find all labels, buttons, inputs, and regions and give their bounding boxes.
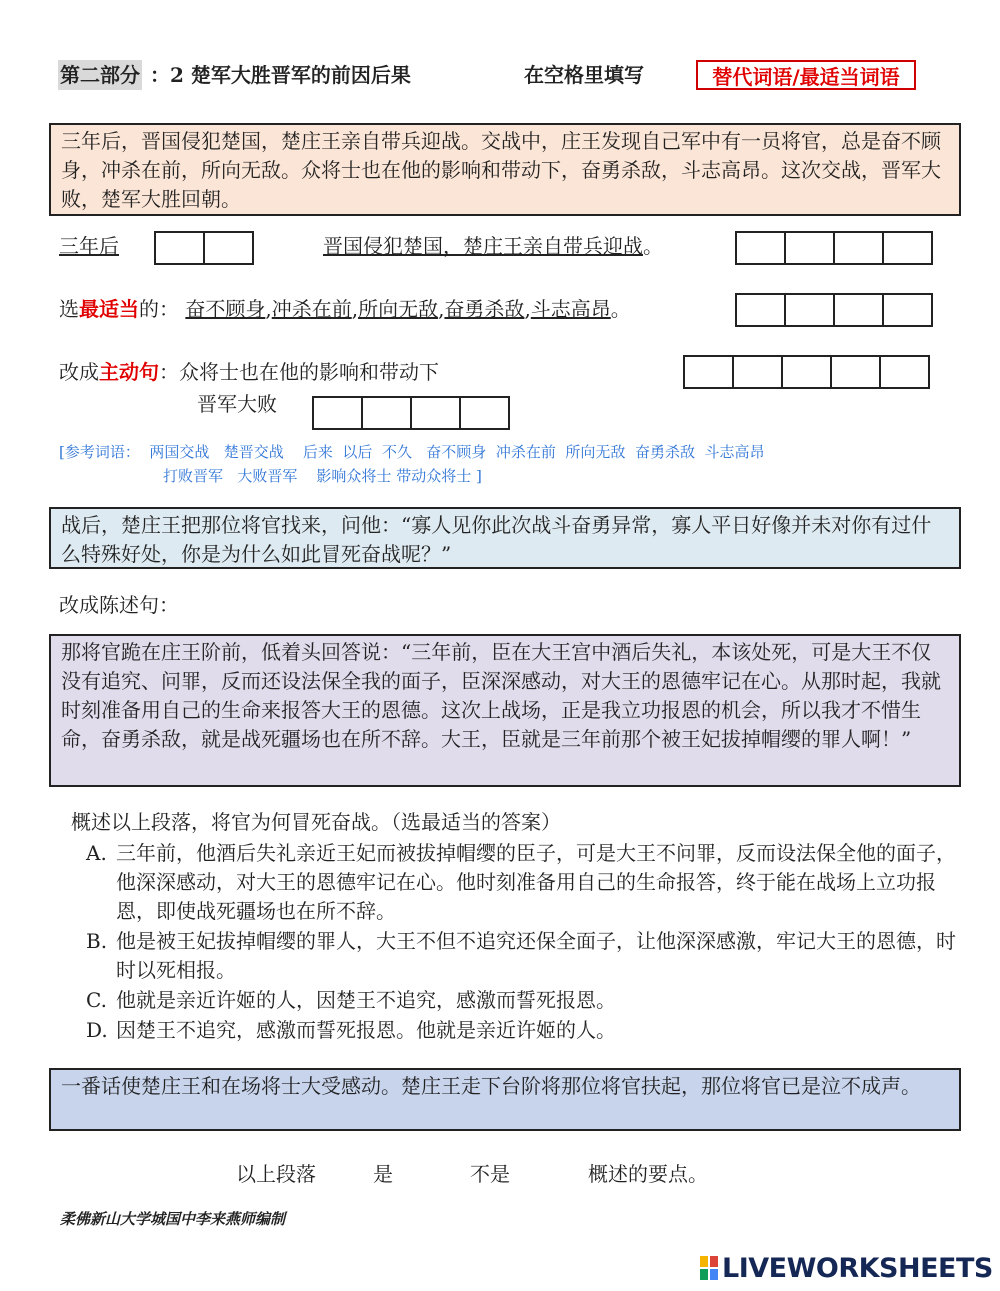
- section-title: ：2 楚军大胜晋军的前因后果: [150, 63, 411, 87]
- q1-blank-b[interactable]: [735, 231, 933, 265]
- q2-choice-2: 冲杀在前: [271, 297, 352, 321]
- q2-choice-4: 奋勇杀敌: [444, 297, 525, 321]
- q6-choice-yes[interactable]: 是: [373, 1162, 393, 1186]
- q1-blank-a[interactable]: [154, 231, 254, 265]
- q2-choice-5: 斗志高昂: [530, 297, 611, 321]
- q1-phrase-b-text: 晋国侵犯楚国，楚庄王亲自带兵迎战: [323, 234, 643, 258]
- q1-phrase-b: 晋国侵犯楚国，楚庄王亲自带兵迎战。: [323, 234, 663, 258]
- reference-words-row1: [参考词语： 两国交战 楚晋交战 后来 以后 不久 奋不顾身 冲杀在前 所向无敌 奋勇杀敌 斗志高昂: [59, 443, 765, 461]
- section-label: 第二部分: [58, 60, 142, 90]
- q3-highlight: 主动句: [99, 360, 159, 384]
- brand-logo: [700, 1253, 993, 1284]
- q6-lead: 以上段落: [236, 1162, 316, 1186]
- q5-option-a[interactable]: A. 三年前，他酒后失礼亲近王妃而被拔掉帽缨的臣子，可是大王不问罪，反而设法保全他的面子，他深深感动，对大王的恩德牢记在心。他时刻准备用自己的生命报答，终于能在战场上立功报恩，即使战死疆场也在所不辞。: [86, 841, 956, 923]
- q3-blank-2[interactable]: [312, 396, 510, 430]
- q5-question: 概述以上段落，将官为何冒死奋战。（选最适当的答案）: [71, 810, 561, 834]
- author-credit: 柔佛新山大学城国中李来燕师编制: [60, 1210, 286, 1228]
- passage-2: 战后，楚庄王把那位将官找来，问他：“寡人见你此次战斗奋勇异常，寡人平日好像并未对你有过什么特殊好处，你是为什么如此冒死奋战呢？”: [49, 507, 961, 569]
- q1-phrase-a-text: 三年后: [59, 234, 119, 258]
- q6-tail: 概述的要点。: [588, 1162, 708, 1186]
- q2-prompt: 选最适当的： 奋不顾身,冲杀在前,所向无敌,奋勇杀敌,斗志高昂。: [59, 297, 631, 321]
- reference-words-row2: 打败晋军 大败晋军 影响众将士 带动众将士 ]: [163, 467, 482, 485]
- q5-option-d[interactable]: D. 因楚王不追究，感激而誓死报恩。他就是亲近许姬的人。: [86, 1018, 616, 1042]
- q2-blank[interactable]: [735, 293, 933, 327]
- q5-option-b[interactable]: B. 他是被王妃拔掉帽缨的罪人，大王不但不追究还保全面子，让他深深感激，牢记大王的恩德，时时以死相报。: [86, 929, 956, 982]
- q1-phrase-a: [59, 232, 119, 260]
- q3-sentence-1: 众将士也在他的影响和带动下: [179, 360, 439, 384]
- q3-blank-1[interactable]: [683, 355, 930, 389]
- passage-3: 那将官跪在庄王阶前，低着头回答说：“三年前，臣在大王宫中酒后失礼，本该处死，可是大王不仅没有追究、问罪，反而还设法保全我的面子，臣深深感动，对大王的恩德牢记在心。从那时起，我就时刻准备用自己的生命来报答大王的恩德。这次上战场，正是我立功报恩的机会，所以我才不惜生命，奋勇杀敌，就是战死疆场也在所不辞。大王，臣就是三年前那个被王妃拔掉帽缨的罪人啊！”: [49, 634, 961, 787]
- liveworksheets-icon: [700, 1256, 718, 1280]
- brand-name: LIVEWORKSHEETS: [722, 1253, 993, 1284]
- q2-highlight: 最适当: [79, 297, 139, 321]
- q3-sentence-2: 晋军大败: [197, 392, 277, 416]
- instruction-tag: 替代词语/最适当词语: [696, 60, 916, 90]
- q2-choice-3: 所向无敌: [358, 297, 439, 321]
- q3-prompt: 改成主动句：众将士也在他的影响和带动下: [59, 360, 439, 384]
- passage-1: 三年后，晋国侵犯楚国，楚庄王亲自带兵迎战。交战中，庄王发现自己军中有一员将官，总是奋不顾身，冲杀在前，所向无敌。众将士也在他的影响和带动下，奋勇杀敌，斗志高昂。这次交战，晋军大败，楚军大胜回朝。: [49, 123, 961, 216]
- q5-option-c[interactable]: C. 他就是亲近许姬的人，因楚王不追究，感激而誓死报恩。: [86, 988, 616, 1012]
- instruction: 在空格里填写: [524, 63, 644, 87]
- q2-choice-1: 奋不顾身: [185, 297, 266, 321]
- q6-choice-no[interactable]: 不是: [470, 1162, 510, 1186]
- q4-prompt: 改成陈述句：: [59, 593, 179, 617]
- passage-4: 一番话使楚庄王和在场将士大受感动。楚庄王走下台阶将那位将官扶起，那位将官已是泣不成声。: [49, 1068, 961, 1131]
